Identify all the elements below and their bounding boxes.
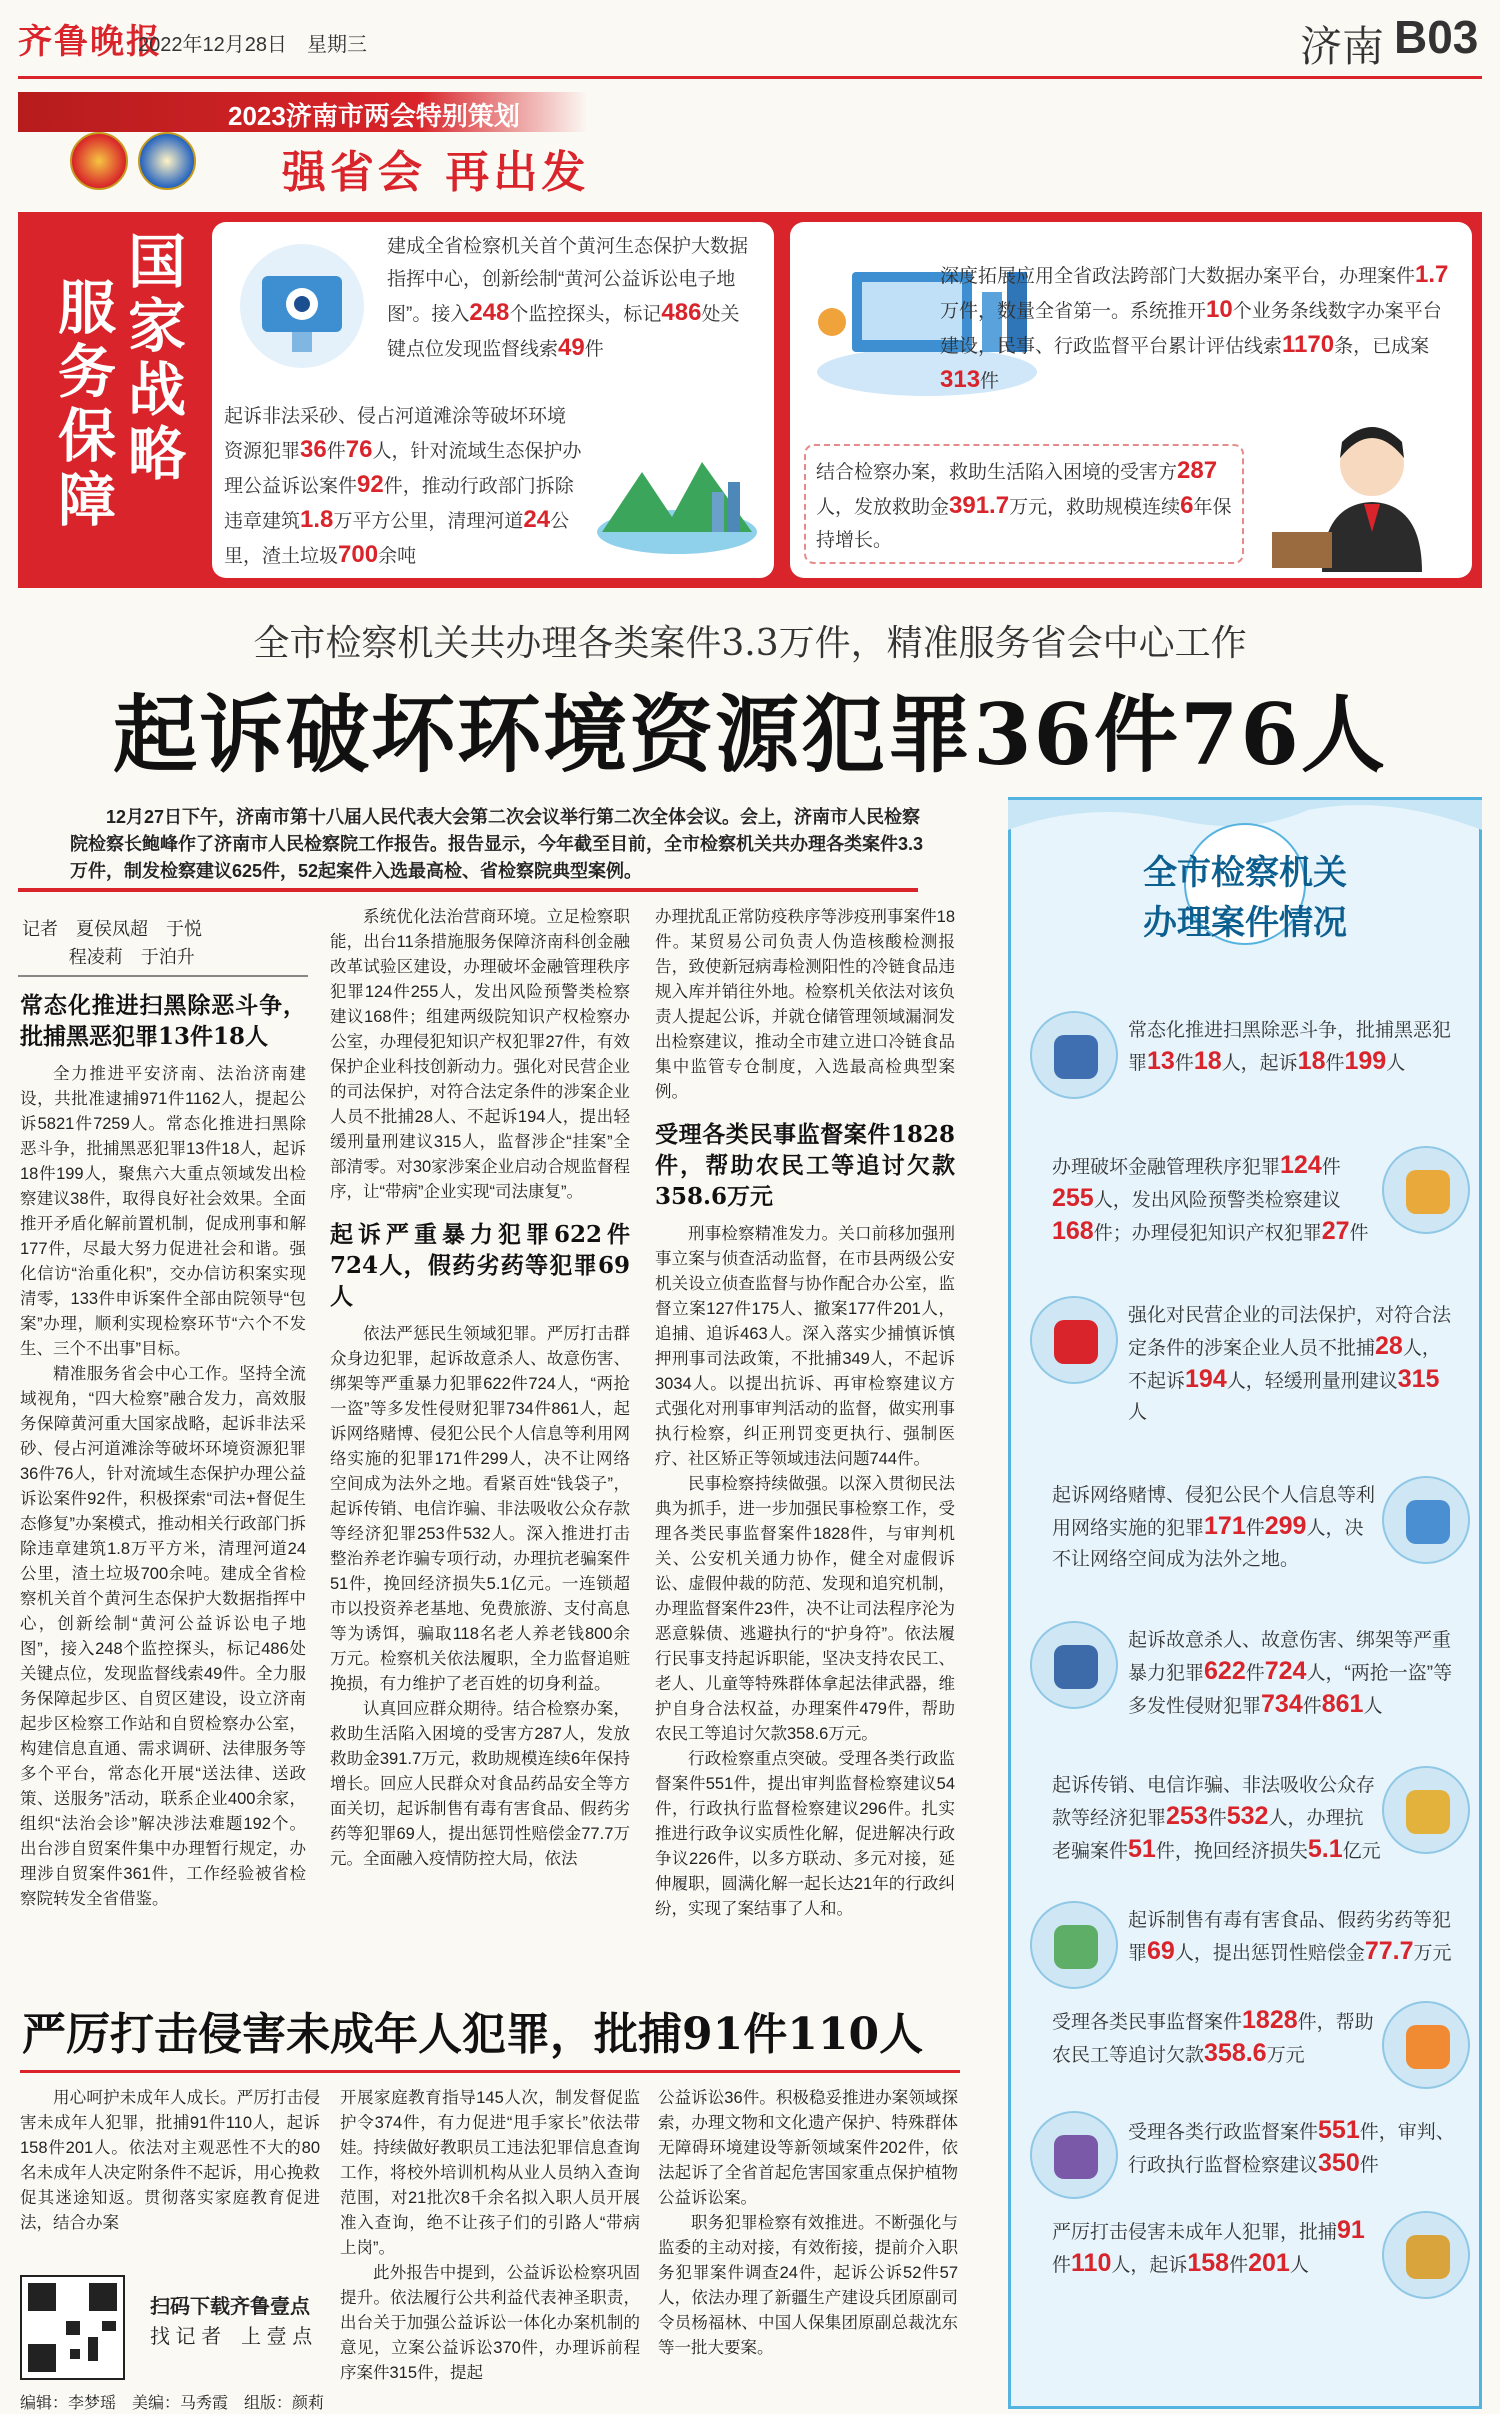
stat-number: 532 — [1226, 1802, 1269, 1830]
paragraph-2: 精准服务省会中心工作。坚持全流域视角，“四大检察”融合发力，高效服务保障黄河重大国家战略，起诉非法采砂、侵占河道滩涂等破坏环境资源犯罪36件76人，针对流域生态保护办理公益诉讼案件92件，积极探索“司法+督促生态修复”办案模式，推动相关行政部门拆除违章建筑1.8万平方米，清理河道24公里，渣土垃圾700余吨。建成全省检察机关首个黄河生态保护大数据指挥中心，创新绘制“黄河公益诉讼电子地图”，接入248个监控探头，标记486处关键点位，发现监督线索49件。全力服务保障起步区、自贸区建设，设立济南起步区检察工作站和自贸检察办公室，构建信息直通、需求调研、法律服务等多个平台，常态化开展“送法律、送政策、送服务”活动，联系企业400余家，组织“法治会诊”解决涉法难题192个。出台涉自贸案件集中办理暂行规定，办理涉自贸案件361件，工作经验被省检察院转发全省借鉴。 — [20, 1365, 306, 1908]
editor-credits: 编辑：李梦瑶 美编：马秀霞 组版：颜莉 — [20, 2395, 325, 2412]
stat-text: 件，挽回经济损失 — [1155, 1841, 1308, 1862]
elder-scam-icon — [1382, 1766, 1470, 1854]
sidebar-title-line-2: 办理案件情况 — [1143, 904, 1347, 942]
stat-text: 人 — [1289, 2255, 1309, 2276]
worker-wage-icon — [1382, 2001, 1470, 2089]
stat-number: 861 — [1321, 1690, 1364, 1718]
paragraph-5: 认真回应群众期待。结合检察办案，救助生活陷入困境的受害方287人，发放救助金391.7万元，救助规模连续6年保持增长。回应人民群众对食品药品安全等方面关切，起诉制售有毒有害食品、假药劣药等犯罪69人，提出惩罚性赔偿金77.7万元。全面融入疫情防控大局，依法 — [330, 1700, 630, 1868]
strategy-item-4: 结合检察办案，救助生活陷入困境的受害方287人，发放救助金391.7万元，救助规模连续6年保持增长。 — [816, 457, 1232, 551]
stat-text: 起诉网络赌博、侵犯公民个人信息等利用网络实施的犯罪 — [1052, 1485, 1376, 1539]
stat-number: 69 — [1147, 1937, 1175, 1965]
special-feature-bar — [18, 92, 588, 132]
national-emblem-icon — [70, 132, 128, 190]
byline — [22, 915, 342, 971]
stat-text: 件 — [1321, 1157, 1341, 1178]
police-handcuff-icon — [1030, 1011, 1118, 1099]
stat-text: 件，审判、行政执行监督检察建议 — [1128, 2122, 1455, 2176]
stat-text: 亿元 — [1342, 1841, 1381, 1862]
main-headline: 起诉破坏环境资源犯罪36件76人 — [113, 685, 1387, 784]
strategy-box-right — [790, 222, 1472, 578]
stat-text: 件 — [1359, 2155, 1379, 2176]
paragraph-6: 办理扰乱正常防疫秩序等涉疫刑事案件18件。某贸易公司负责人伪造核酸检测报告，致使新冠病毒检测阳性的冷链食品违规入库并销往外地。检察机关依法对该负责人提起公诉，并就仓储管理领域漏洞发出检察建议，推动全市建立进口冷链食品集中监管专仓制度，入选最高检典型案例。 — [655, 908, 955, 1101]
stat-number: 734 — [1261, 1690, 1303, 1718]
byline-rule — [18, 975, 308, 977]
stat-text: 件；办理侵犯知识产权犯罪 — [1093, 1223, 1322, 1244]
stat-text: 件 — [1174, 1053, 1194, 1074]
network-laptop-icon — [1382, 1476, 1470, 1564]
stat-text: 起诉故意杀人、故意伤害、绑架等严重暴力犯罪 — [1128, 1630, 1452, 1684]
administrative-gavel-icon — [1030, 2111, 1118, 2199]
special-feature-title: 2023济南市两会特别策划 — [228, 101, 520, 131]
byline-line-1: 记者 夏侯凤超 于悦 — [22, 919, 202, 939]
strategy-item-2: 起诉非法采砂、侵占河道滩涂等破坏环境资源犯罪36件76人，针对流域生态保护办理公益诉讼案件92件，推动行政部门拆除违章建筑1.8万平方公里，清理河道24公里，渣土垃圾700余吨 — [224, 406, 582, 568]
food-drug-icon — [1030, 1901, 1118, 1989]
paragraph-14: 职务犯罪检察有效推进。不断强化与监委的主动对接，有效衔接，提前介入职务犯罪案件调查24件，起诉公诉52件57人，依法办理了新疆生产建设兵团原副司令员杨福林、中国人保集团原副总裁沈东等一批大要案。 — [658, 2214, 958, 2357]
secondary-headline: 严厉打击侵害未成年人犯罪，批捕91件110人 — [22, 2009, 924, 2060]
stat-number: 91 — [1337, 2216, 1365, 2244]
stat-text: 件 — [1207, 1808, 1227, 1829]
stat-text: 件 — [1302, 1696, 1322, 1717]
minor-column-1 — [20, 2086, 320, 2236]
stat-number: 27 — [1321, 1217, 1350, 1245]
stat-number: 158 — [1187, 2249, 1230, 2277]
strategy-box-left — [212, 222, 774, 578]
sidebar-title-line-1: 全市检察机关 — [1143, 854, 1347, 892]
stat-text: 件 — [1052, 2255, 1072, 2276]
article-column-2 — [330, 905, 630, 1872]
stat-text: 件 — [1325, 1053, 1345, 1074]
stat-number: 253 — [1166, 1802, 1208, 1830]
subheading-3: 受理各类民事监督案件1828件，帮助农民工等追讨欠款358.6万元 — [655, 1121, 955, 1210]
byline-line-2: 程凌莉 于泊升 — [68, 947, 195, 967]
stat-text: 人，提出惩罚性赔偿金 — [1174, 1943, 1365, 1964]
subheading-1: 常态化推进扫黑除恶斗争，批捕黑恶犯罪13件18人 — [20, 992, 306, 1050]
river-landscape-icon — [592, 422, 762, 562]
paragraph-11: 开展家庭教育指导145人次，制发督促监护令374件，有力促进“甩手家长”依法带娃。持续做好教职员工违法犯罪信息查询工作，将校外培训机构从业人员纳入查询范围，对21批次8千余名拟入职人员开展准入查询，绝不让孩子们的引路人“带病上岗”。 — [340, 2089, 640, 2257]
stat-number: 199 — [1344, 1047, 1387, 1075]
paragraph-4: 依法严惩民生领域犯罪。严厉打击群众身边犯罪，起诉故意杀人、故意伤害、绑架等严重暴力犯罪622件724人，“两抢一盗”等多发性侵财犯罪734件861人，起诉网络赌博、侵犯公民个人信息等利用网络实施的犯罪171件299人，决不让网络空间成为法外之地。看紧百姓“钱袋子”，起诉传销、电信诈骗、非法吸收公众存款等经济犯罪253件532人。深入推进打击整治养老诈骗专项行动，办理抗老骗案件51件，挽回经济损失5.1亿元。一连锁超市以投资养老基地、免费旅游、支付高息等为诱饵，骗取118名老人养老钱800余万元。检察机关依法履职，全力监督追赃挽损，有力维护了老百姓的切身利益。 — [330, 1325, 630, 1693]
section-city: 济南 — [1300, 23, 1385, 70]
stat-text: 人，决不让网络空间成为法外之地。 — [1052, 1518, 1364, 1570]
article-column-1 — [20, 990, 306, 1912]
masthead — [0, 0, 1500, 88]
qr-code-icon[interactable] — [20, 2275, 125, 2380]
violence-alert-icon — [1030, 1621, 1118, 1709]
stat-text: 起诉制售有毒有害食品、假药劣药等犯罪 — [1128, 1910, 1452, 1964]
stat-number: 551 — [1318, 2116, 1360, 2144]
stat-text: 件 — [1245, 1663, 1265, 1684]
sidebar-title — [1008, 848, 1482, 948]
stat-number: 18 — [1297, 1047, 1326, 1075]
stat-text: 人，轻缓刑量刑建议 — [1226, 1371, 1398, 1392]
stat-text: 人 — [1386, 1053, 1406, 1074]
paragraph-9: 行政检察重点突破。受理各类行政监督案件551件，提出审判监督检察建议54件，行政执行监督检察建议296件。扎实推进行政争议实质性化解，促进解决行政争议226件，以多方联动、多元对接，延伸履职，圆满化解一起长达21年的行政纠纷，实现了案结事了人和。 — [655, 1750, 955, 1918]
sidebar-item — [1128, 2115, 1458, 2181]
stat-text: 人，发出风险预警类检察建议 — [1093, 1190, 1341, 1211]
strategy-label-b: 服务保障 — [57, 274, 116, 534]
lead-paragraph: 12月27日下午，济南市第十八届人民代表大会第二次会议举行第二次全体会议。会上，济南市人民检察院检察长鲍峰作了济南市人民检察院工作报告。报告显示，今年截至目前，全市检察机关共办理各类案件3.3万件，制发检察建议625件，52起案件入选最高检、省检察院典型案例。 — [70, 807, 924, 881]
headline-kicker: 全市检察机关共办理各类案件3.3万件，精准服务省会中心工作 — [253, 623, 1247, 664]
stat-number: 28 — [1375, 1332, 1403, 1360]
sidebar-item — [1128, 1905, 1458, 1969]
stat-number: 51 — [1128, 1835, 1156, 1863]
stat-text: 人，起诉 — [1111, 2255, 1188, 2276]
sidebar-item — [1128, 1300, 1458, 1428]
qr-caption-line-1: 扫码下载齐鲁壹点 — [150, 2296, 310, 2318]
sidebar-item — [1052, 1150, 1382, 1249]
stat-number: 5.1 — [1307, 1835, 1343, 1863]
lead-rule — [18, 888, 918, 892]
sidebar-item — [1128, 1015, 1458, 1079]
masthead-rule — [18, 76, 1482, 79]
paragraph-3: 系统优化法治营商环境。立足检察职能，出台11条措施服务保障济南科创金融改革试验区建设，办理破坏金融管理秩序犯罪124件255人，发出风险预警类检察建议168件；组建两级院知识产权检察办公室，办理侵犯知识产权犯罪27件，有效保护企业科技创新动力。强化对民营企业的司法保护，对符合法定条件的涉案企业人员不批捕28人、不起诉194人，提出轻缓刑量刑建议315人，监督涉企“挂案”全部清零。对30家涉案企业启动合规监督程序，让“带病”企业实现“司法康复”。 — [330, 908, 630, 1201]
stat-text: 万元 — [1413, 1943, 1452, 1964]
stat-number: 77.7 — [1364, 1937, 1414, 1965]
sidebar-item — [1052, 2215, 1382, 2281]
issue-date: 2022年12月28日 星期三 — [138, 34, 367, 56]
subheading-2: 起诉严重暴力犯罪622件724人，假药劣药等犯罪69人 — [330, 1221, 630, 1310]
stat-number: 194 — [1185, 1365, 1227, 1393]
stat-number: 255 — [1052, 1184, 1094, 1212]
stat-text: 人，不起诉 — [1128, 1338, 1441, 1392]
minor-column-3 — [658, 2086, 958, 2361]
stat-text: 强化对民营企业的司法保护，对符合法定条件的涉案企业人员不批捕 — [1128, 1305, 1452, 1359]
qr-caption — [150, 2292, 312, 2352]
stat-number: 622 — [1204, 1657, 1246, 1685]
stat-text: 万元 — [1266, 2045, 1305, 2066]
sidebar-item — [1128, 1625, 1458, 1722]
prosecutor-figure-icon — [1252, 412, 1462, 572]
stat-number: 1828 — [1242, 2006, 1298, 2034]
monitor-camera-icon — [222, 236, 392, 376]
paragraph-7: 刑事检察精准发力。关口前移加强刑事立案与侦查活动监督，在市县两级公安机关设立侦查监督与协作配合办公室，监督立案127件175人、撤案177件201人，追捕、追诉463人。深入落实少捕慎诉慎押刑事司法政策，不批捕349人，不起诉3034人。以提出抗诉、再审检察建议方式强化对刑事审判活动的监督，做实刑事执行检察，纠正刑罚变更执行、强制医疗、社区矫正等领域违法问题744件。 — [655, 1225, 955, 1468]
page-number: B03 — [1394, 11, 1479, 63]
stat-number: 358.6 — [1204, 2039, 1267, 2067]
stat-number: 124 — [1280, 1151, 1322, 1179]
paragraph-10: 用心呵护未成年人成长。严厉打击侵害未成年人犯罪，批捕91件110人，起诉158件201人。依法对主观恶性不大的80名未成年人决定附条件不起诉，用心挽救促其迷途知返。贯彻落实家庭教育促进法，结合办案 — [20, 2089, 320, 2232]
strategy-item-1: 建成全省检察机关首个黄河生态保护大数据指挥中心，创新绘制“黄河公益诉讼电子地图”。接入248个监控探头，标记486处关键点位发现监督线索49件 — [387, 236, 749, 361]
slogan: 强省会 再出发 — [282, 147, 590, 198]
article-column-3 — [655, 905, 955, 1922]
stat-number: 168 — [1052, 1217, 1094, 1245]
sidebar-item — [1052, 2005, 1382, 2071]
stat-text: 起诉传销、电信诈骗、非法吸收公众存款等经济犯罪 — [1052, 1775, 1376, 1829]
stat-number: 110 — [1071, 2249, 1112, 2277]
paragraph-1: 全力推进平安济南、法治济南建设，共批准逮捕971件1162人，提起公诉5821件7259人。常态化推进扫黑除恶斗争，批捕黑恶犯罪13件18人，起诉18件199人，聚焦六大重点领域发出检察建议38件，取得良好社会效果。全面推开矛盾化解前置机制，促成刑事和解177件，尽最大努力促进社会和谐。强化信访“治重化积”，交办信访积案实现清零，133件申诉案件全部由院领导“包案”办理，顺利实现检察环节“六个不发生、三个不出事”目标。 — [20, 1065, 306, 1358]
enterprise-court-icon — [1030, 1296, 1118, 1384]
paragraph-8: 民事检察持续做强。以深入贯彻民法典为抓手，进一步加强民事检察工作，受理各类民事监督案件1828件，与审判机关、公安机关通力协作，健全对虚假诉讼、虚假仲裁的防范、发现和追究机制，办理监督案件23件，决不让司法程序沦为恶意躲债、逃避执行的“护身符”。依法履行民事支持起诉职能，坚决支持农民工、老人、儿童等特殊群体拿起法律武器，维护自身合法权益，办理案件479件，帮助农民工等追讨欠款358.6万元。 — [655, 1475, 955, 1743]
emblems — [70, 132, 200, 192]
party-emblem-icon — [138, 132, 196, 190]
stat-text: 人 — [1363, 1696, 1383, 1717]
strategy-label-a: 国家战略 — [127, 228, 186, 488]
stat-text: 人，起诉 — [1221, 1053, 1298, 1074]
stat-text: 受理各类民事监督案件 — [1052, 2012, 1243, 2033]
stat-number: 13 — [1147, 1047, 1175, 1075]
strategy-item-3: 深度拓展应用全省政法跨部门大数据办案平台，办理案件1.7万件，数量全省第一。系统推开10个业务条线数字办案平台建设，民事、行政监督平台累计评估线索1170条，已成案313件 — [940, 261, 1449, 393]
stat-text: 人 — [1128, 1402, 1148, 1423]
stat-text: 件，帮助农民工等追讨欠款 — [1052, 2012, 1374, 2066]
paragraph-12: 此外报告中提到，公益诉讼检察巩固提升。依法履行公共利益代表神圣职责，出台关于加强公益诉讼一体化办案机制的意见，立案公益诉讼370件，办理诉前程序案件315件，提起 — [340, 2264, 640, 2382]
stat-number: 315 — [1397, 1365, 1440, 1393]
stat-text: 件 — [1349, 1223, 1369, 1244]
stat-number: 171 — [1204, 1512, 1246, 1540]
minor-column-2 — [340, 2086, 640, 2386]
stat-number: 724 — [1264, 1657, 1307, 1685]
stat-text: 件 — [1245, 1518, 1265, 1539]
stat-text: 办理破坏金融管理秩序犯罪 — [1052, 1157, 1281, 1178]
stat-number: 18 — [1193, 1047, 1222, 1075]
sidebar-item — [1052, 1480, 1382, 1575]
stat-text: 常态化推进扫黑除恶斗争，批捕黑恶犯罪 — [1128, 1020, 1452, 1074]
stat-number: 201 — [1248, 2249, 1290, 2277]
stat-text: 人，办理抗老骗案件 — [1052, 1808, 1364, 1862]
paragraph-13: 公益诉讼36件。积极稳妥推进办案领域探索，办理文物和文化遗产保护、特殊群体无障碍环境建设等新领域案件202件，依法起诉了全省首起危害国家重点保护植物公益诉讼案。 — [658, 2089, 958, 2207]
newspaper-logo: 齐鲁晚报 — [18, 22, 162, 62]
stat-number: 299 — [1264, 1512, 1307, 1540]
qr-caption-line-2: 找 记 者 上 壹 点 — [150, 2326, 313, 2348]
stat-number: 350 — [1318, 2149, 1360, 2177]
justice-scale-icon — [1382, 2211, 1470, 2299]
finance-coin-icon — [1382, 1146, 1470, 1234]
stat-text: 严厉打击侵害未成年人犯罪，批捕 — [1052, 2222, 1338, 2243]
stat-text: 受理各类行政监督案件 — [1128, 2122, 1319, 2143]
stat-text: 人，“两抢一盗”等多发性侵财犯罪 — [1128, 1663, 1453, 1717]
secondary-rule — [20, 2070, 960, 2073]
stat-text: 件 — [1229, 2255, 1249, 2276]
sidebar-item — [1052, 1770, 1382, 1867]
